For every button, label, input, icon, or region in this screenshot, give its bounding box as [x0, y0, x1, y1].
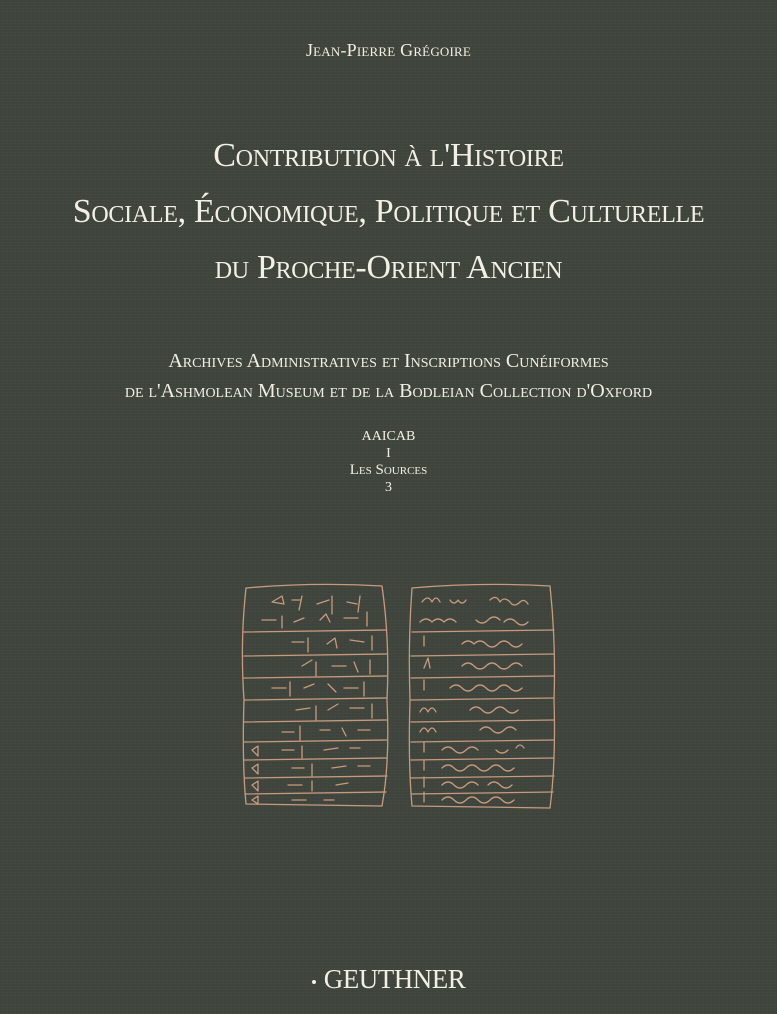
subtitle-line-1: Archives Administratives et Inscriptions Cunéiformes [168, 350, 609, 372]
series-info [0, 428, 777, 496]
title-line-1: Contribution à l'Histoire [213, 137, 564, 174]
title-line-3: du Proche-Orient Ancien [214, 249, 563, 286]
book-subtitle [0, 346, 777, 406]
series-acronym: AAICAB [361, 429, 416, 444]
cuneiform-tablet-drawing [242, 584, 387, 806]
publisher-name: GEUTHNER [323, 964, 466, 994]
publisher-logo [0, 964, 777, 995]
series-part: Les Sources [349, 462, 428, 478]
book-title [0, 128, 777, 296]
handwritten-translation-tablet [409, 584, 554, 808]
title-line-2: Sociale, Économique, Politique et Culturelle [72, 193, 705, 230]
tablet-illustration [232, 582, 562, 814]
subtitle-line-2: de l'Ashmolean Museum et de la Bodleian Collection d'Oxford [124, 380, 653, 402]
series-number: 3 [385, 480, 392, 495]
publisher-bullet [312, 980, 316, 984]
series-volume: I [386, 446, 391, 461]
author-name: Jean-Pierre Grégoire [305, 40, 472, 60]
